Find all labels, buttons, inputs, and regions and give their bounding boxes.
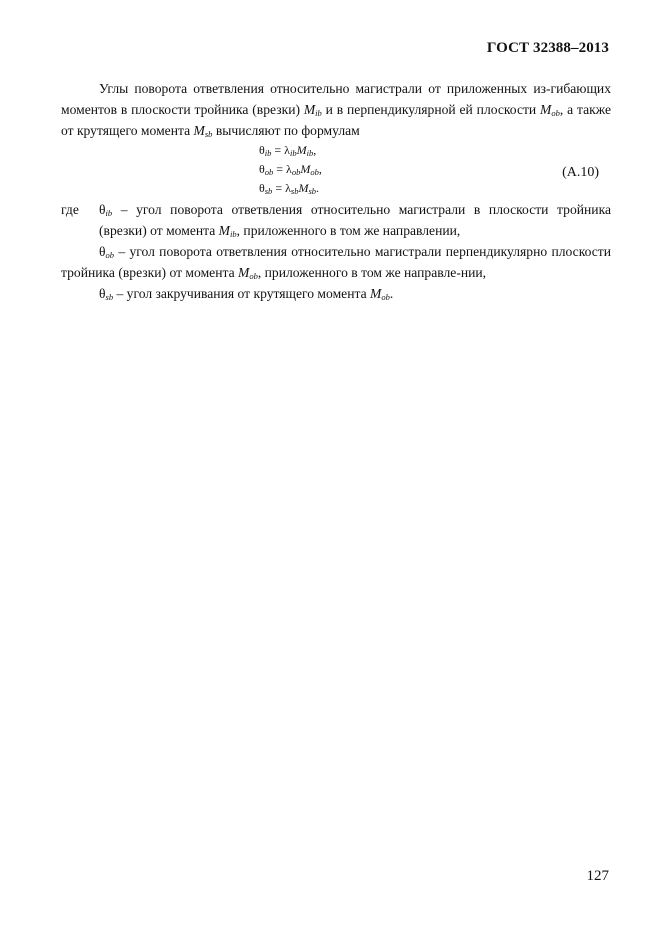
symbol-M: M xyxy=(296,143,307,157)
symbol-M: M xyxy=(540,102,552,117)
symbol-M: M xyxy=(238,265,250,280)
symbol-sub: ib xyxy=(264,148,272,158)
intro-text-1: Углы поворота ответвления относительно магистрали от приложенных из-гибающих моментов в плоскости тройника (врезки) xyxy=(61,81,611,117)
symbol-M: M xyxy=(193,123,205,138)
symbol-sub: ib xyxy=(289,148,297,158)
symbol-sub: ob xyxy=(381,292,390,302)
formula-theta-sb xyxy=(259,182,319,195)
intro-text-3: , а также от крутящего момента xyxy=(61,102,611,138)
definition-text-2: , приложенного в том же направлении, xyxy=(236,223,461,238)
symbol-sub: ob xyxy=(249,271,258,281)
formula-theta-ib xyxy=(259,144,316,157)
formula-theta-ob xyxy=(259,163,322,176)
definition-theta-sb xyxy=(61,283,611,304)
page-number: 127 xyxy=(586,868,609,884)
intro-text-2: и в перпендикулярной ей плоскости xyxy=(325,102,537,117)
lambda-symbol: λ xyxy=(286,162,292,176)
symbol-sub: ob xyxy=(264,167,274,177)
symbol-sub: ib xyxy=(105,208,113,218)
theta-symbol: θ xyxy=(99,244,106,259)
symbol-M: M xyxy=(298,181,309,195)
symbol-M: M xyxy=(300,162,311,176)
equals-sign: = xyxy=(271,143,285,157)
definition-text-1: – угол поворота ответвления относительно магистрали в плоскости тройника (врезки) от момента xyxy=(99,202,611,238)
symbol-sub: ob xyxy=(310,167,319,177)
symbol-sub: sb xyxy=(204,129,213,139)
formula-end: . xyxy=(316,181,320,195)
definition-theta-ib xyxy=(99,199,611,241)
symbol-sub: sb xyxy=(290,186,299,196)
formula-end: , xyxy=(313,143,317,157)
theta-symbol: θ xyxy=(259,162,265,176)
equals-sign: = xyxy=(273,162,287,176)
definition-text-1: – угол закручивания от крутящего момента xyxy=(113,286,371,301)
document-header: ГОСТ 32388–2013 xyxy=(486,40,609,56)
definition-text-2: . xyxy=(389,286,394,301)
symbol-sub: sb xyxy=(308,186,317,196)
document-body xyxy=(61,78,611,304)
intro-text-4: вычисляют по формулам xyxy=(215,123,360,138)
equals-sign: = xyxy=(272,181,286,195)
symbol-sub: sb xyxy=(264,186,273,196)
theta-symbol: θ xyxy=(99,286,106,301)
definition-theta-ob xyxy=(61,241,611,283)
symbol-M: M xyxy=(303,102,316,117)
lambda-symbol: λ xyxy=(284,143,290,157)
symbol-sub: ob xyxy=(551,108,560,118)
symbol-M: M xyxy=(218,223,230,238)
theta-symbol: θ xyxy=(259,143,265,157)
symbol-sub: ib xyxy=(315,108,322,118)
intro-paragraph xyxy=(61,78,611,141)
where-label: где xyxy=(61,202,79,217)
lambda-symbol: λ xyxy=(285,181,291,195)
formula-end: , xyxy=(318,162,322,176)
definition-text-2: , приложенного в том же направле-нии, xyxy=(257,265,487,280)
symbol-sub: sb xyxy=(105,292,114,302)
theta-symbol: θ xyxy=(259,181,265,195)
equation-number: (А.10) xyxy=(562,165,599,180)
definition-row xyxy=(61,199,611,241)
symbol-sub: ob xyxy=(291,167,301,177)
symbol-sub: ib xyxy=(230,229,237,239)
symbol-sub: ib xyxy=(306,148,314,158)
symbol-M: M xyxy=(370,286,382,301)
symbol-sub: ob xyxy=(105,250,115,260)
definition-text-1: – угол поворота ответвления относительно магистрали перпендикулярно плоскости тройника (врезки) от момента xyxy=(61,244,611,280)
theta-symbol: θ xyxy=(99,202,106,217)
formula-block xyxy=(61,142,611,198)
